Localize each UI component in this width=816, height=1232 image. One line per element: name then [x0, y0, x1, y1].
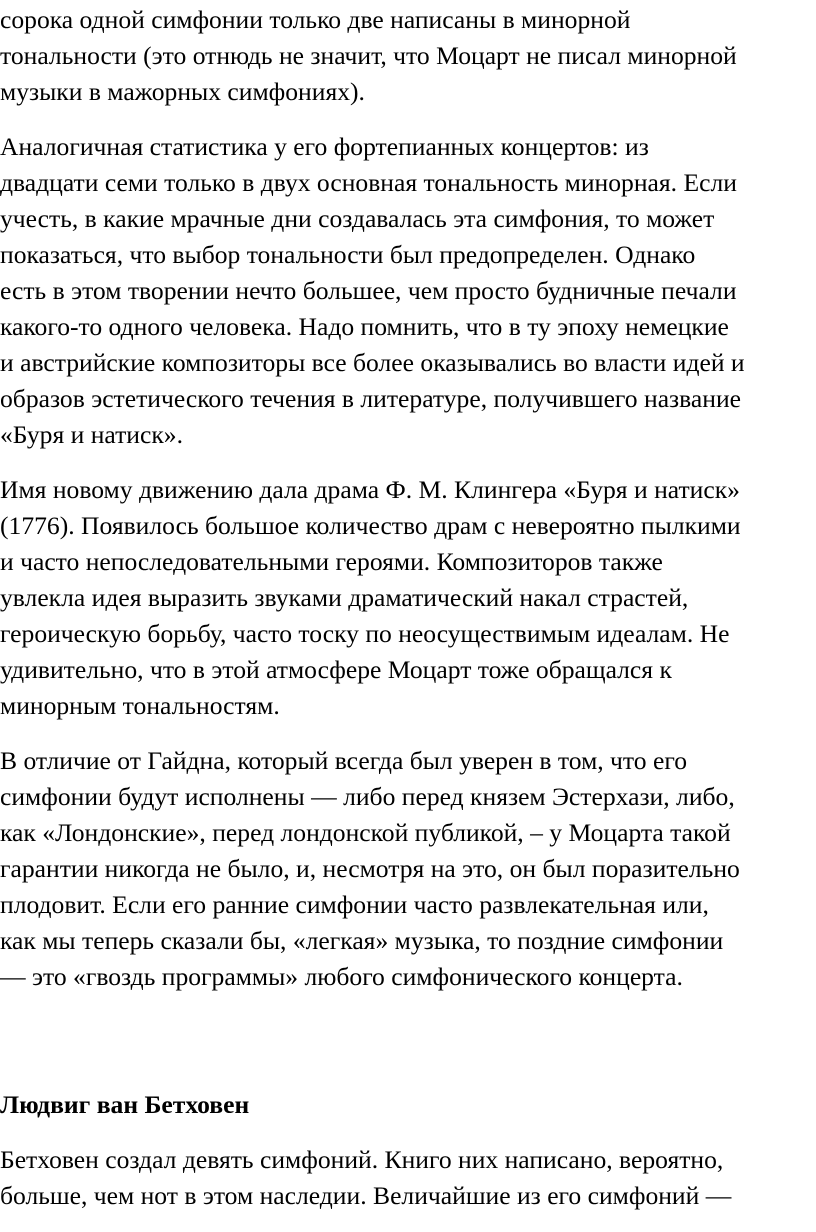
paragraph-4-line-6: как мы теперь сказали бы, «легкая» музыка, то поздние симфонии — [0, 926, 724, 955]
paragraph-3-line-4: увлекла идея выразить звуками драматический накал страстей, — [0, 583, 689, 612]
paragraph-1-line-3: музыки в мажорных симфониях). — [0, 77, 365, 106]
paragraph-3-line-7: минорным тональностям. — [0, 691, 280, 720]
paragraph-3-line-1: Имя новому движению дала драма Ф. М. Клингера «Буря и натиск» — [0, 475, 740, 504]
paragraph-4-line-7: — это «гвоздь программы» любого симфонического концерта. — [0, 962, 683, 991]
paragraph-3-line-3: и часто непоследовательными героями. Композиторов также — [0, 547, 663, 576]
paragraph-2-line-5: есть в этом творении нечто большее, чем просто будничные печали — [0, 276, 737, 305]
paragraph-4-line-3: как «Лондонские», перед лондонской публикой, – у Моцарта такой — [0, 818, 731, 847]
paragraph-5-line-1: Бетховен создал девять симфоний. Книго них написано, вероятно, — [0, 1145, 724, 1174]
paragraph-2-line-4: показаться, что выбор тональности был предопределен. Однако — [0, 240, 696, 269]
paragraph-2-line-1: Аналогичная статистика у его фортепианных концертов: из — [0, 132, 649, 161]
paragraph-3-line-2: (1776). Появилось большое количество драм с невероятно пылкими — [0, 511, 741, 540]
paragraph-2-line-9: «Буря и натиск». — [0, 420, 183, 449]
paragraph-4-line-2: симфонии будут исполнены — либо перед князем Эстерхази, либо, — [0, 782, 735, 811]
paragraph-4-line-4: гарантии никогда не было, и, несмотря на это, он был поразительно — [0, 854, 740, 883]
paragraph-3-line-5: героическую борьбу, часто тоску по неосуществимым идеалам. Не — [0, 619, 730, 648]
paragraph-5-line-2: больше, чем нот в этом наследии. Величайшие из его симфоний — — [0, 1181, 732, 1210]
paragraph-2-line-2: двадцати семи только в двух основная тональность минорная. Если — [0, 168, 737, 197]
paragraph-4-line-5: плодовит. Если его ранние симфонии часто развлекательная или, — [0, 890, 709, 919]
paragraph-1-line-2: тональности (это отнюдь не значит, что Моцарт не писал минорной — [0, 41, 737, 70]
paragraph-2-line-3: учесть, в какие мрачные дни создавалась эта симфония, то может — [0, 204, 715, 233]
paragraph-4-line-1: В отличие от Гайдна, который всегда был уверен в том, что его — [0, 746, 687, 775]
paragraph-2-line-6: какого-то одного человека. Надо помнить, что в ту эпоху немецкие — [0, 312, 729, 341]
paragraph-1-line-1: сорока одной симфонии только две написаны в минорной — [0, 5, 631, 34]
paragraph-3-line-6: удивительно, что в этой атмосфере Моцарт тоже обращался к — [0, 655, 672, 684]
section-heading: Людвиг ван Бетховен — [0, 1090, 250, 1119]
paragraph-2-line-8: образов эстетического течения в литературе, получившего название — [0, 384, 742, 413]
paragraph-2-line-7: и австрийские композиторы все более оказывались во власти идей и — [0, 348, 745, 377]
